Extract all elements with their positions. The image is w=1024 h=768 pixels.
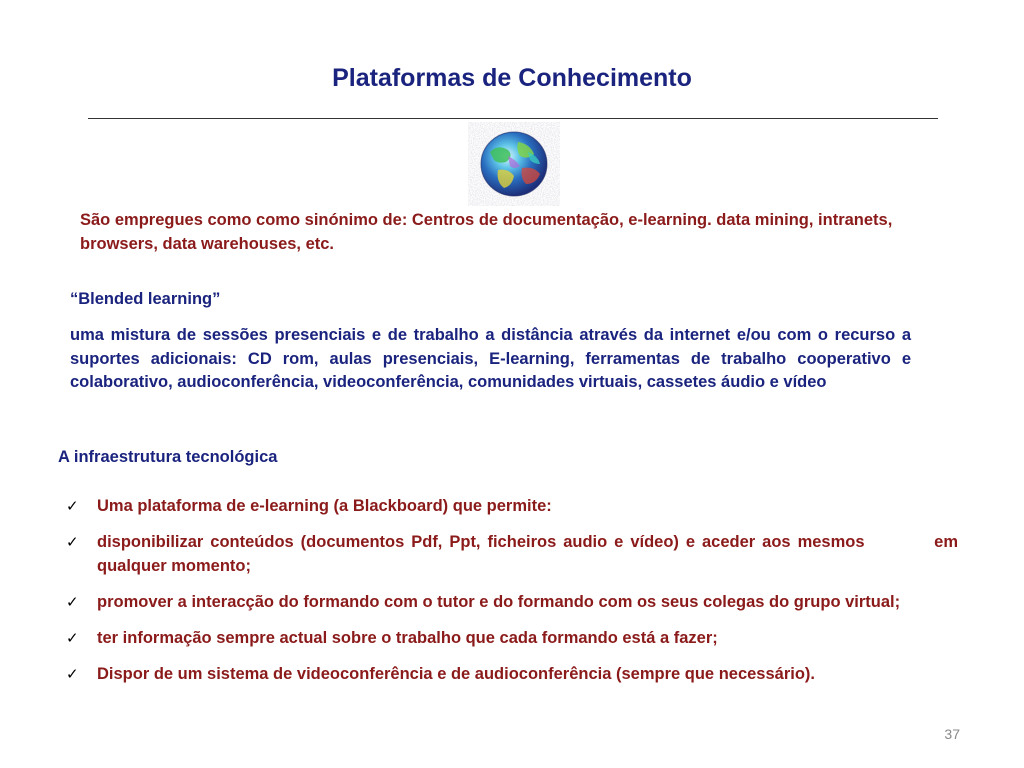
list-item-text: disponibilizar conteúdos (documentos Pdf, Ppt, ficheiros audio e vídeo) e aceder aos mesmos em qualquer momento; xyxy=(97,533,963,575)
infrastructure-list xyxy=(64,494,963,698)
list-item xyxy=(64,626,958,650)
blended-learning-heading: “Blended learning” xyxy=(70,290,221,308)
check-icon: ✓ xyxy=(66,665,79,683)
page-number: 37 xyxy=(944,726,960,742)
check-icon: ✓ xyxy=(66,497,79,515)
list-item xyxy=(64,530,963,578)
infrastructure-heading: A infraestrutura tecnológica xyxy=(58,448,278,466)
title-divider xyxy=(88,118,938,119)
list-item xyxy=(64,494,958,518)
list-item-text: Uma plataforma de e-learning (a Blackboard) que permite: xyxy=(97,497,552,515)
blended-learning-text: uma mistura de sessões presenciais e de trabalho a distância através da internet e/ou com o recurso a suportes adicionais: CD rom, aulas presenciais, E-learning, ferramentas de trabalho cooperativo e colaborativo, audioconferência, videoconferência, comunidades virtuais, cassetes áudio e vídeo xyxy=(70,326,911,391)
intro-text: São empregues como como sinónimo de: Centros de documentação, e-learning. data mining, intranets, browsers, data warehouses, etc. xyxy=(80,211,893,253)
list-item-text: ter informação sempre actual sobre o trabalho que cada formando está a fazer; xyxy=(97,629,718,647)
check-icon: ✓ xyxy=(66,629,79,647)
check-icon: ✓ xyxy=(66,533,79,551)
list-item xyxy=(64,590,958,614)
list-item-text: Dispor de um sistema de videoconferência e de audioconferência (sempre que necessário). xyxy=(97,665,815,683)
list-item-text: promover a interacção do formando com o tutor e do formando com os seus colegas do grupo virtual; xyxy=(97,593,901,611)
check-icon: ✓ xyxy=(66,593,79,611)
list-item xyxy=(64,662,958,686)
globe-icon xyxy=(468,122,560,206)
slide-title: Plataformas de Conhecimento xyxy=(332,64,692,92)
